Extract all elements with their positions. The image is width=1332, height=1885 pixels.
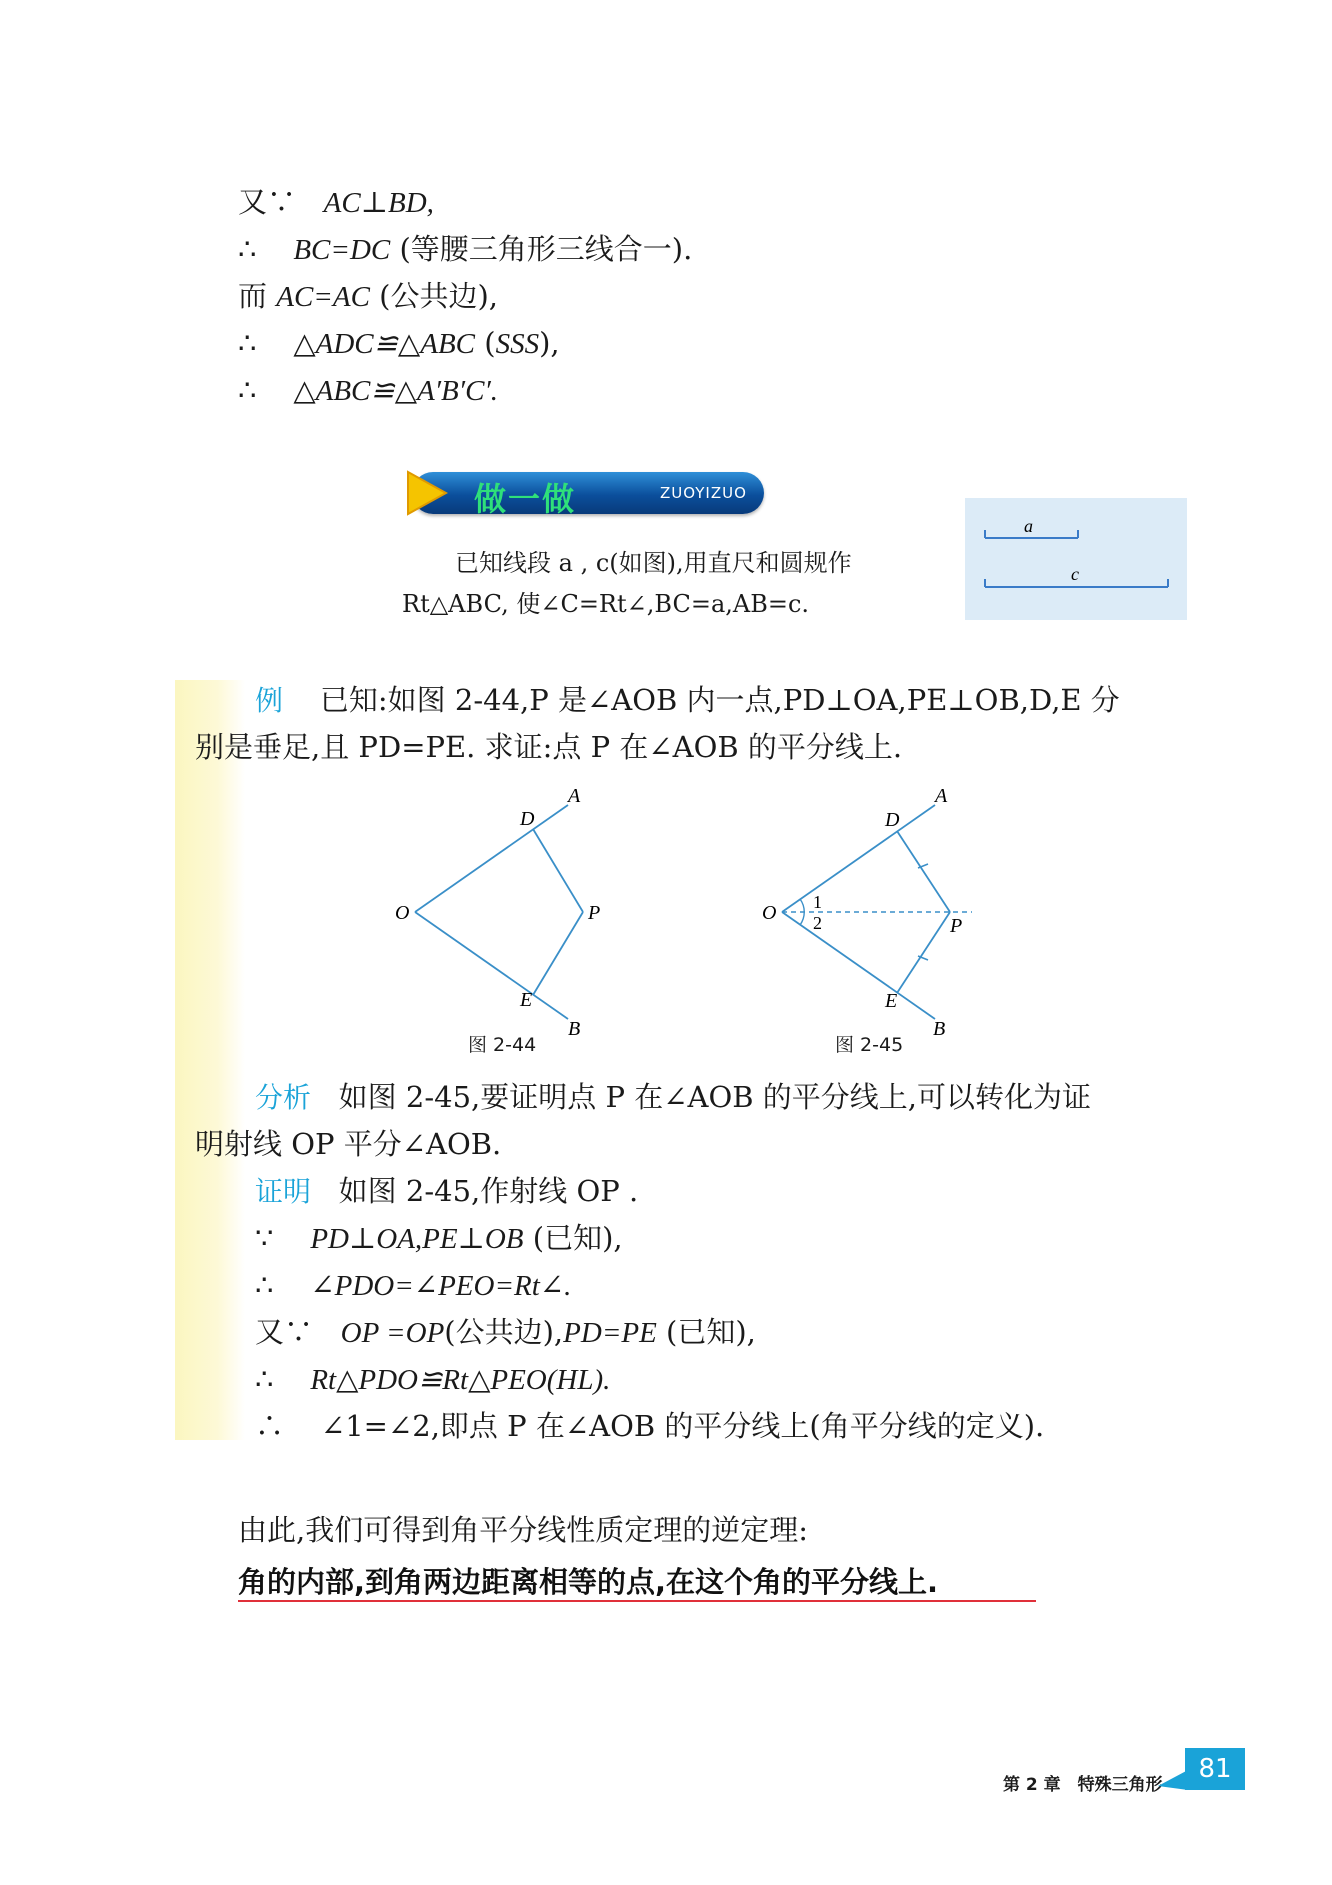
segment-c-label: c <box>1071 564 1079 584</box>
segment-ep <box>897 912 950 993</box>
figure-2-45-caption: 图 2-45 <box>835 1034 904 1056</box>
page-number: 81 <box>1185 1748 1245 1790</box>
angle-2-label: 2 <box>813 913 822 933</box>
angle-1-label: 1 <box>813 892 822 912</box>
example-highlight-bar <box>175 680 245 1440</box>
example-label: 例 <box>255 684 284 717</box>
point-a-label: A <box>568 785 581 807</box>
chapter-label: 第 2 章 特殊三角形 <box>1003 1775 1163 1795</box>
proof-line-4: ∴ Rt△PDO≌Rt△PEO(HL). <box>255 1362 611 1396</box>
top-proof-line-5: ∴ △ABC≌△A′B′C′. <box>238 373 499 407</box>
activity-text-line-1: 已知线段 a , c(如图),用直尺和圆规作 <box>455 549 852 577</box>
ray-oa <box>782 805 935 912</box>
segment-a-label: a <box>1024 516 1033 536</box>
point-o-label: O <box>762 902 777 924</box>
figure-2-45 <box>757 780 1017 1050</box>
ray-ob <box>415 912 568 1019</box>
point-e-label: E <box>520 989 533 1011</box>
point-a-label: A <box>935 785 948 807</box>
analysis-label: 分析 <box>255 1081 312 1114</box>
point-d-label: D <box>885 809 900 831</box>
example-line-2: 别是垂足,且 PD=PE. 求证:点 P 在∠AOB 的平分线上. <box>195 730 903 764</box>
segments-svg <box>965 498 1187 620</box>
point-b-label: B <box>568 1018 581 1040</box>
example-line-1: 例 已知:如图 2-44,P 是∠AOB 内一点,PD⊥OA,PE⊥OB,D,E 分 <box>255 683 1120 717</box>
proof-line-5: ∴ ∠1=∠2,即点 P 在∠AOB 的平分线上(角平分线的定义). <box>255 1409 1045 1443</box>
activity-text-line-2: Rt△ABC, 使∠C=Rt∠,BC=a,AB=c. <box>402 590 810 618</box>
point-b-label: B <box>933 1018 946 1040</box>
analysis-line-2: 明射线 OP 平分∠AOB. <box>195 1127 502 1161</box>
point-p-label: P <box>588 902 601 924</box>
point-p-label: P <box>950 915 963 937</box>
converse-theorem: 角的内部,到角两边距离相等的点,在这个角的平分线上. <box>238 1565 939 1599</box>
proof-line-1: ∵ PD⊥OA,PE⊥OB (已知), <box>255 1221 623 1255</box>
proof-line-2: ∴ ∠PDO=∠PEO=Rt∠. <box>255 1268 572 1302</box>
figure-2-44-caption: 图 2-44 <box>468 1034 537 1056</box>
point-e-label: E <box>885 990 898 1012</box>
theorem-underline <box>238 1600 1036 1602</box>
top-proof-line-1: 又∵ AC⊥BD, <box>238 185 434 219</box>
analysis-line-1: 分析 如图 2-45,要证明点 P 在∠AOB 的平分线上,可以转化为证 <box>255 1080 1091 1114</box>
point-d-label: D <box>520 808 535 830</box>
ray-ob <box>782 912 935 1019</box>
footer-arrow-icon <box>1158 1766 1188 1790</box>
point-o-label: O <box>395 902 410 924</box>
activity-banner <box>412 472 764 518</box>
segment-diagram-box <box>965 498 1187 620</box>
proof-line-0: 证明 如图 2-45,作射线 OP . <box>255 1174 639 1208</box>
figure-2-44 <box>390 780 650 1050</box>
proof-label: 证明 <box>255 1175 312 1208</box>
proof-line-3: 又∵ OP =OP(公共边),PD=PE (已知), <box>255 1315 756 1349</box>
top-proof-line-2: ∴ BC=DC (等腰三角形三线合一). <box>238 232 693 266</box>
ray-oa <box>415 805 568 912</box>
activity-subtitle: ZUOYIZUO <box>660 484 747 502</box>
play-triangle-icon <box>404 470 448 516</box>
activity-title: 做一做 <box>474 480 577 518</box>
top-proof-line-4: ∴ △ADC≌△ABC (SSS), <box>238 326 560 360</box>
conclusion-intro: 由此,我们可得到角平分线性质定理的逆定理: <box>238 1513 808 1547</box>
top-proof-line-3: 而 AC=AC (公共边), <box>238 279 498 313</box>
segment-dp <box>897 831 950 912</box>
segment-dp <box>533 829 583 912</box>
segment-ep <box>533 912 583 995</box>
